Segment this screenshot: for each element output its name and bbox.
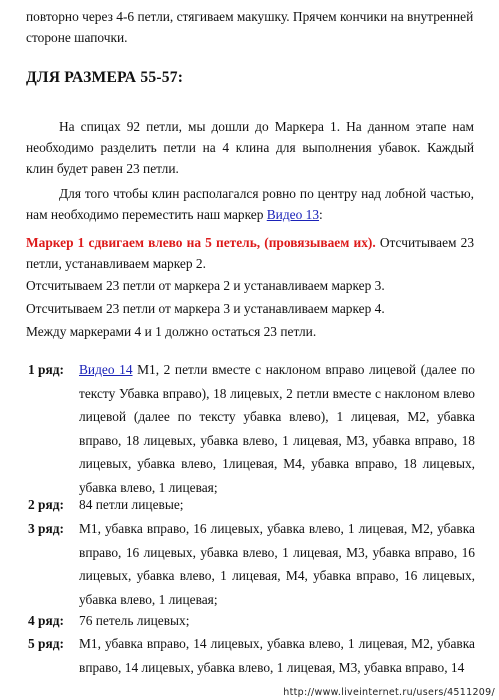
paragraph-marker-1 bbox=[26, 232, 474, 274]
row-5-text: M1, убавка вправо, 14 лицевых, убавка влево, 1 лицевая, M2, убавка вправо, 14 лицевых, убавка влево, 1 лицевая, M3, убавка вправо, 14 bbox=[79, 636, 475, 675]
row-1-text bbox=[79, 358, 475, 499]
row-5-label: 5 ряд: bbox=[28, 636, 64, 651]
paragraph-marker-4: Отсчитываем 23 петли от маркера 3 и устанавливаем маркер 4. bbox=[26, 301, 385, 316]
intro-line-2: стороне шапочки. bbox=[26, 30, 128, 45]
row-4-label: 4 ряд: bbox=[28, 613, 64, 628]
row-2-label: 2 ряд: bbox=[28, 497, 64, 512]
watermark-url: http://www.liveinternet.ru/users/4511209/ bbox=[283, 687, 495, 698]
paragraph-marker-move bbox=[26, 183, 474, 225]
video-14-link[interactable]: Видео 14 bbox=[79, 362, 133, 377]
row-3-text: M1, убавка вправо, 16 лицевых, убавка влево, 1 лицевая, M2, убавка вправо, 16 лицевых, убавка влево, 1 лицевая, M3, убавка вправо, 16 лицевых, убавка влево, 1 лицевая, M4, убавка вправо, 16 лицевых, убавка влево, 1 лицевая; bbox=[79, 521, 475, 607]
intro-line-1: повторно через 4-6 петли, стягиваем макушку. Прячем кончики на внутренней bbox=[26, 9, 474, 24]
paragraph-marker-move-colon: : bbox=[319, 207, 323, 222]
marker-1-warning: Маркер 1 сдвигаем влево на 5 петель, (провязываем их). bbox=[26, 235, 376, 250]
size-heading: ДЛЯ РАЗМЕРА 55-57: bbox=[26, 69, 184, 86]
marker-1-rest: Отсчитываем 23 петли, устанавливаем маркер 2. bbox=[26, 235, 475, 271]
row-1-label: 1 ряд: bbox=[28, 362, 64, 377]
row-4-text: 76 петель лицевых; bbox=[79, 613, 190, 628]
row-2-text: 84 петли лицевые; bbox=[79, 497, 184, 512]
paragraph-markers-4-1: Между маркерами 4 и 1 должно остаться 23 петли. bbox=[26, 324, 317, 339]
intro-text bbox=[26, 6, 474, 48]
row-1-instructions: M1, 2 петли вместе с наклоном вправо лицевой (далее по тексту Убавка вправо), 18 лицевых, 2 петли вместе с наклоном влево лицевой (далее по тексту убавка влево), 1 лицевая, M2, убавка вправо, 18 лицевых, убавка влево, 1 лицевая, M3, убавка вправо, 18 лицевых, убавка влево, 1лицевая, M4, убавка вправо, 18 лицевых, убавка влево, 1 лицевая; bbox=[79, 362, 475, 495]
row-3-label: 3 ряд: bbox=[28, 521, 64, 536]
paragraph-marker-move-text: Для того чтобы клин располагался ровно по центру над лобной частью, нам необходимо переместить наш маркер bbox=[26, 186, 474, 222]
paragraph-marker-3: Отсчитываем 23 петли от маркера 2 и устанавливаем маркер 3. bbox=[26, 278, 385, 293]
video-13-link[interactable]: Видео 13 bbox=[266, 207, 320, 222]
paragraph-stitches: На спицах 92 петли, мы дошли до Маркера 1. На данном этапе нам необходимо разделить петли на 4 клина для выполнения убавок. Каждый клин будет равен 23 петли. bbox=[26, 119, 474, 176]
